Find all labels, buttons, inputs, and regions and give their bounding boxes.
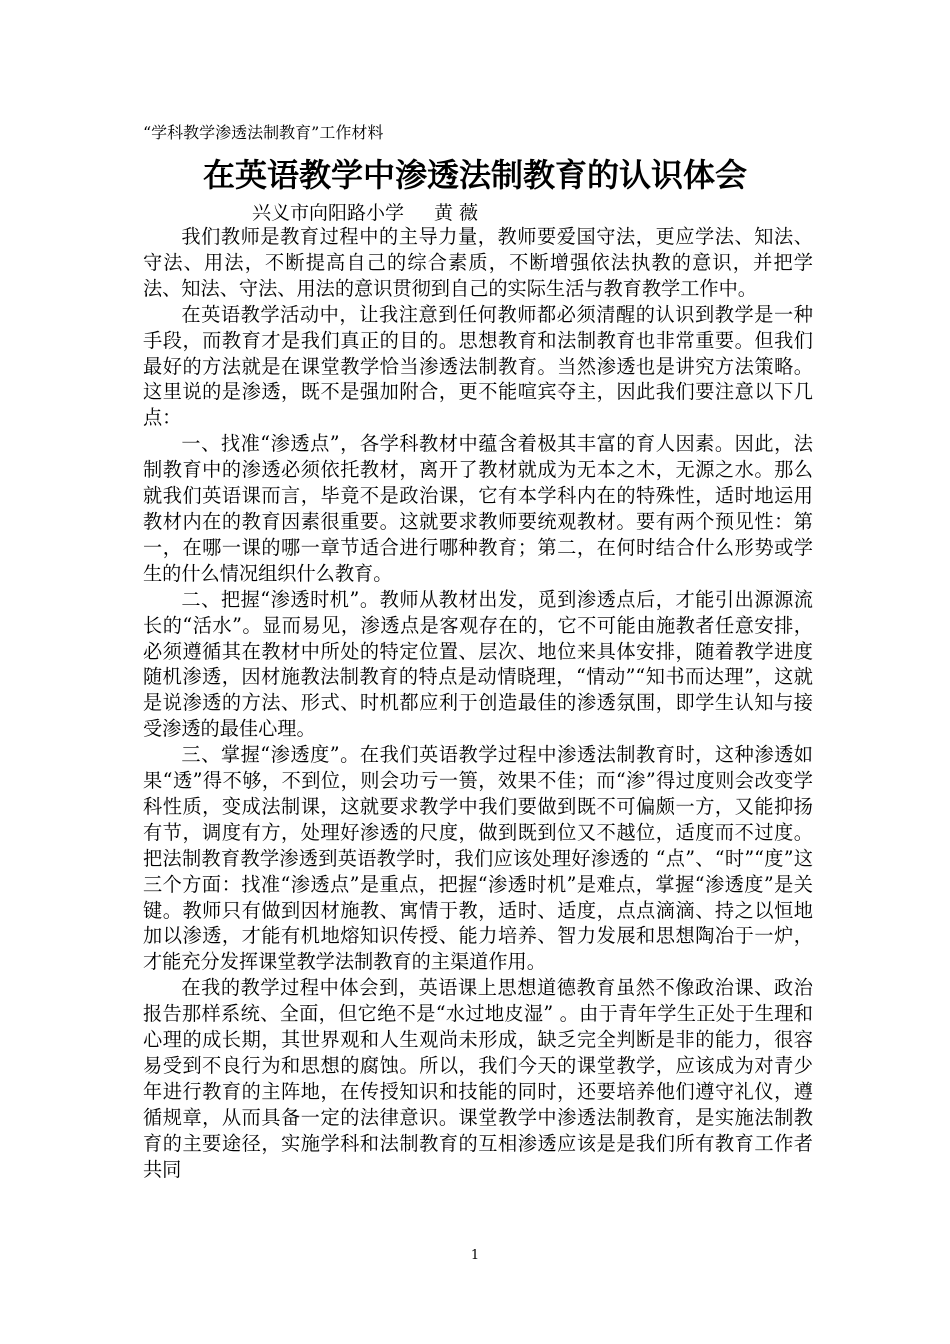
page-number: 1 <box>470 1248 480 1263</box>
paragraph: 在英语教学活动中，让我注意到任何教师都必须清醒的认识到教学是一种手段，而教育才是我们真正的目的。思想教育和法制教育也非常重要。但我们最好的方法就是在课堂教学恰当渗透法制教育。当然渗透也是讲究方法策略。这里说的是渗透，既不是强加附合，更不能喧宾夺主，因此我们要注意以下几点： <box>143 302 813 430</box>
byline-school: 兴义市向阳路小学 <box>252 202 405 224</box>
paragraph: 我们教师是教育过程中的主导力量，教师要爱国守法，更应学法、知法、守法、用法，不断提高自己的综合素质，不断增强依法执教的意识，并把学法、知法、守法、用法的意识贯彻到自己的实际生活与教育教学工作中。 <box>143 225 813 300</box>
paragraph: 在我的教学过程中体会到，英语课上思想道德教育虽然不像政治课、政治报告那样系统、全面，但它绝不是“水过地皮湿” 。由于青年学生正处于生理和心理的成长期，其世界观和人生观尚未形成，缺乏完全判断是非的能力，很容易受到不良行为和思想的腐蚀。所以，我们今天的课堂教学，应该成为对青少年进行教育的主阵地，在传授知识和技能的同时，还要培养他们遵守礼仪，遵循规章，从而具备一定的法律意识。课堂教学中渗透法制教育，是实施法制教育的主要途径，实施学科和法制教育的互相渗透应该是是我们所有教育工作者共同 <box>143 976 813 1181</box>
body-text <box>143 224 813 1183</box>
byline-author: 黄 薇 <box>434 202 479 224</box>
byline <box>252 200 478 226</box>
header-note: “学科教学渗透法制教育”工作材料 <box>143 123 384 142</box>
paragraph: 一、找准“渗透点”，各学科教材中蕴含着极其丰富的育人因素。因此，法制教育中的渗透必须依托教材，离开了教材就成为无本之木，无源之水。那么就我们英语课而言，毕竟不是政治课，它有本学科内在的特殊性，适时地运用教材内在的教育因素很重要。这就要求教师要统观教材。要有两个预见性：第一，在哪一课的哪一章节适合进行哪种教育；第二，在何时结合什么形势或学生的什么情况组织什么教育。 <box>143 432 813 585</box>
document-title: 在英语教学中渗透法制教育的认识体会 <box>202 156 747 194</box>
paragraph: 二、把握“渗透时机”。教师从教材出发，觅到渗透点后，才能引出源源流长的“活水”。显而易见，渗透点是客观存在的，它不可能由施教者任意安排，必须遵循其在教材中所处的特定位置、层次、地位来具体安排，随着教学进度随机渗透，因材施教法制教育的特点是动情晓理，“情动”“知书而达理”，这就是说渗透的方法、形式、时机都应利于创造最佳的渗透氛围，即学生认知与接受渗透的最佳心理。 <box>143 587 813 741</box>
paragraph: 三、掌握“渗透度”。在我们英语教学过程中渗透法制教育时，这种渗透如果“透”得不够，不到位，则会功亏一篑，效果不佳；而“渗”得过度则会改变学科性质，变成法制课，这就要求教学中我们要做到既不可偏颇一方，又能抑扬有节，调度有方，处理好渗透的尺度，做到既到位又不越位，适度而不过度。把法制教育教学渗透到英语教学时，我们应该处理好渗透的 “点”、“时”“度”这三个方面：找准“渗透点”是重点，把握“渗透时机”是难点，掌握“渗透度”是关键。教师只有做到因材施教、寓情于教，适时、适度，点点滴滴、持之以恒地加以渗透，才能有机地熔知识传授、能力培养、智力发展和思想陶冶于一炉，才能充分发挥课堂教学法制教育的主渠道作用。 <box>143 743 813 974</box>
